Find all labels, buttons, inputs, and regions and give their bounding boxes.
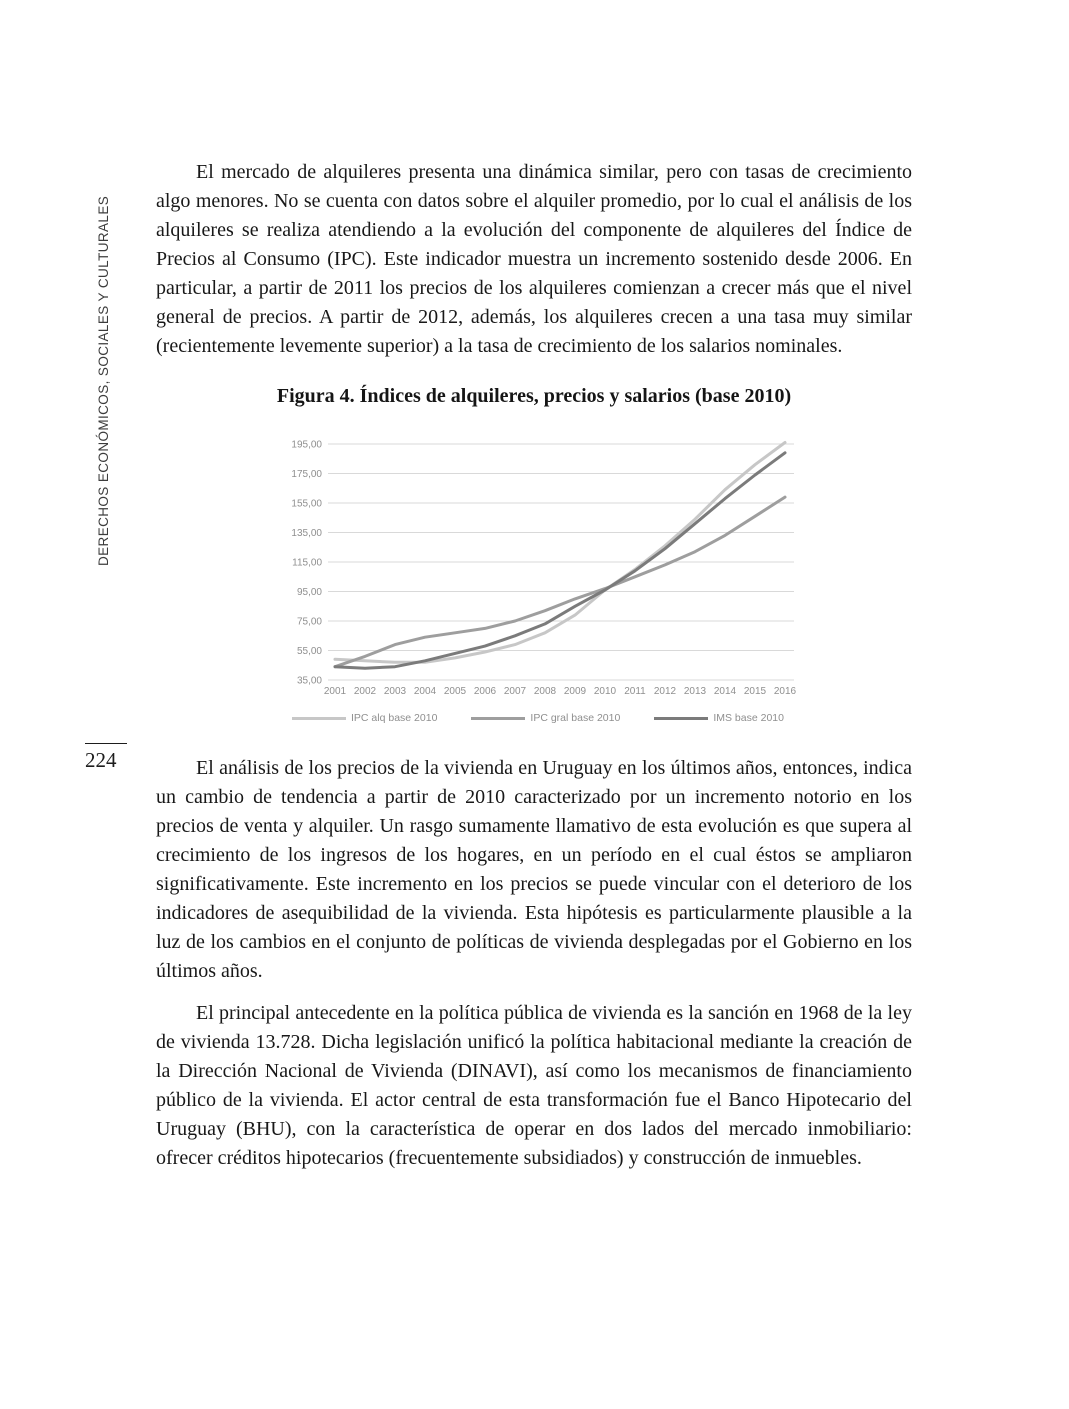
legend-item-2 [654, 712, 784, 724]
y-axis-tick-label: 35,00 [296, 675, 322, 687]
chart-legend [278, 712, 798, 724]
legend-item-0 [292, 712, 437, 724]
figure-caption: Figura 4. Índices de alquileres, precios y salarios (base 2010) [276, 385, 792, 407]
legend-label: IMS base 2010 [713, 712, 784, 724]
legend-swatch [471, 717, 525, 720]
y-axis-tick-label: 155,00 [291, 498, 322, 510]
y-axis-tick-label: 95,00 [296, 587, 322, 598]
series-line-ims-base-2010 [335, 453, 785, 668]
x-axis-tick-label: 2002 [353, 686, 377, 697]
x-axis-tick-label: 2009 [563, 686, 587, 697]
x-axis-tick-label: 2006 [473, 686, 497, 697]
paragraph-rental-market: El mercado de alquileres presenta una dinámica similar, pero con tasas de crecimiento algo menores. No se cuenta con datos sobre el alquiler promedio, por lo cual el análisis de los alquileres se realiza atendiendo a la evolución del componente de alquileres del Índice de Precios al Consumo (IPC). Este indicador muestra un incremento sostenido desde 2006. En particular, a partir de 2011 los precios de los alquileres comienzan a crecer más que el nivel general de precios. A partir de 2012, además, los alquileres crecen a una tasa muy similar (recientemente levemente superior) a la tasa de crecimiento de los salarios nominales. [156, 161, 912, 357]
x-axis-tick-label: 2015 [743, 686, 767, 697]
sidebar-vertical-label: DERECHOS ECONÓMICOS, SOCIALES Y CULTURALES [96, 195, 111, 566]
x-axis-tick-label: 2011 [624, 686, 646, 697]
x-axis-tick-label: 2016 [773, 686, 797, 697]
series-line-ipc-gral-base-2010 [335, 497, 785, 667]
chart-svg [278, 426, 798, 704]
x-axis-tick-label: 2014 [713, 686, 737, 697]
legend-item-1 [471, 712, 620, 724]
x-axis-tick-label: 2001 [323, 686, 347, 697]
x-axis-tick-label: 2013 [683, 686, 707, 697]
y-axis-tick-label: 55,00 [296, 646, 322, 657]
legend-label: IPC gral base 2010 [530, 712, 621, 724]
y-axis-tick-label: 195,00 [291, 439, 322, 451]
text-column [156, 158, 912, 1186]
x-axis-tick-label: 2005 [443, 686, 467, 697]
x-axis-tick-label: 2012 [653, 686, 677, 697]
legend-swatch [654, 717, 708, 720]
x-axis-tick-label: 2003 [383, 686, 407, 697]
paragraph-housing-policy: El principal antecedente en la política pública de vivienda es la sanción en 1968 de la ley de vivienda 13.728. Dicha legislación unificó la política habitacional mediante la creación de la Dirección Nacional de Vivienda (DINAVI), así como los mecanismos de financiamiento público de la vivienda. El actor central de esta transformación fue el Banco Hipotecario del Uruguay (BHU), con la característica de operar en dos lados del mercado inmobiliario: ofrecer créditos hipotecarios (frecuentemente subsidiados) y construcción de inmuebles. [156, 1002, 912, 1169]
x-axis-tick-label: 2010 [593, 686, 617, 697]
legend-swatch [292, 717, 346, 720]
legend-label: IPC alq base 2010 [351, 712, 438, 724]
figure-chart [278, 426, 798, 724]
y-axis-tick-label: 175,00 [291, 469, 322, 480]
x-axis-tick-label: 2007 [503, 686, 527, 697]
x-axis-tick-label: 2008 [533, 686, 557, 697]
series-line-ipc-alq-base-2010 [335, 443, 785, 663]
y-axis-tick-label: 115,00 [292, 557, 322, 569]
x-axis-tick-label: 2004 [413, 686, 437, 697]
y-axis-tick-label: 135,00 [291, 528, 322, 539]
paragraph-housing-prices: El análisis de los precios de la vivienda en Uruguay en los últimos años, entonces, indica un cambio de tendencia a partir de 2010 caracterizado por un incremento notorio en los precios de venta y alquiler. Un rasgo sumamente llamativo de esta evolución es que supera al crecimiento de los ingresos de los hogares, en un período en el cual éstos se ampliaron significativamente. Este incremento en los precios se puede vincular con el deterioro de los indicadores de asequibilidad de la vivienda. Esta hipótesis es particularmente plausible a la luz de los cambios en el conjunto de políticas de vivienda desplegadas por el Gobierno en los últimos años. [156, 757, 912, 982]
y-axis-tick-label: 75,00 [296, 616, 322, 628]
page-number: 224 [85, 743, 127, 773]
